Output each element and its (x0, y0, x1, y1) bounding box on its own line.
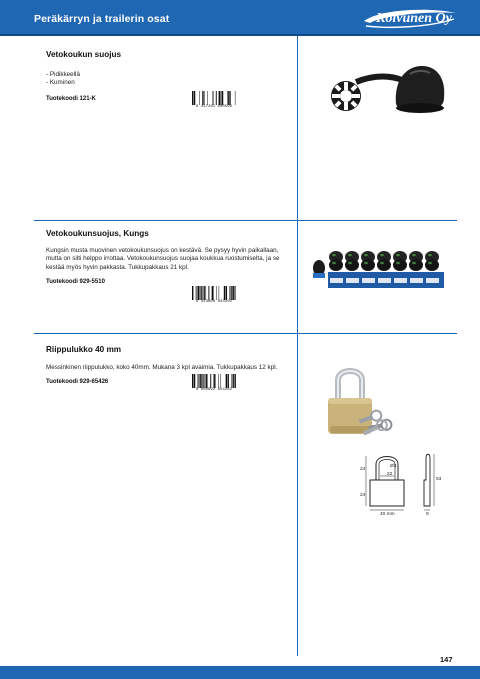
padlock-dimension-drawing (358, 450, 450, 521)
barcode-bars-icon (192, 286, 236, 301)
section-divider (34, 333, 457, 334)
column-divider (297, 36, 298, 656)
page-footer-band (0, 666, 480, 679)
barcode-number: 8 000692 654262 (192, 388, 236, 393)
dimension-label: 40 mm (380, 512, 395, 516)
product-code: Tuotekoodi 929-65426 (46, 379, 109, 386)
dimension-label: 9 (426, 512, 429, 516)
product-title: Vetokoukunsuojus, Kungs (46, 229, 149, 238)
dimension-label: 24 (360, 467, 366, 472)
feature-item: - Kuminen (46, 79, 75, 87)
dimension-label: 22 (387, 472, 393, 477)
barcode-bars-icon (192, 91, 236, 106)
product-code: Tuotekoodi 121-K (46, 95, 96, 102)
product-code: Tuotekoodi 929-5510 (46, 279, 105, 286)
hitch-cover-image (326, 60, 448, 123)
header-title: Peräkärryn ja trailerin osat (34, 13, 170, 25)
barcode-number: 6 417261 000599 (192, 105, 236, 110)
hitch-cover-display-box-image (310, 248, 446, 295)
barcode-number: 6 423800 033102 (192, 300, 236, 305)
product-features (46, 71, 291, 88)
product-section (46, 229, 291, 285)
page-number: 147 (440, 655, 453, 664)
logo-text: Koivunen Oy (376, 11, 452, 26)
product-description: Kungsin musta muovinen vetokoukunsuojus on kestävä. Se pysyy hyvin paikallaan, mutta on silti helppo irrottaa. Vetokoukunsuojus suojaa koukkua ruostumiselta, ja se kestää myös hyvin pakkasta. Tukkupakkaus 21 kpl. (46, 247, 280, 271)
product-title: Vetokoukun suojus (46, 50, 122, 59)
feature-item: - Pidikkeellä (46, 71, 80, 78)
padlock-image (322, 366, 404, 451)
product-barcode (192, 374, 236, 394)
product-section (46, 345, 291, 385)
product-barcode (192, 286, 236, 306)
section-divider (34, 220, 457, 221)
dimension-label: 24 (360, 493, 366, 498)
product-section (46, 50, 291, 102)
product-barcode (192, 91, 236, 111)
company-logo (360, 7, 460, 31)
product-description: Messinkinen riippulukko, koko 40mm. Mukana 3 kpl avaimia. Tukkupakkaus 12 kpl. (46, 364, 278, 371)
product-title: Riippulukko 40 mm (46, 345, 122, 354)
barcode-bars-icon (192, 374, 236, 389)
page-header (0, 0, 480, 36)
dimension-label: 53 (436, 477, 442, 482)
dimension-label: Ø3 (390, 464, 397, 469)
